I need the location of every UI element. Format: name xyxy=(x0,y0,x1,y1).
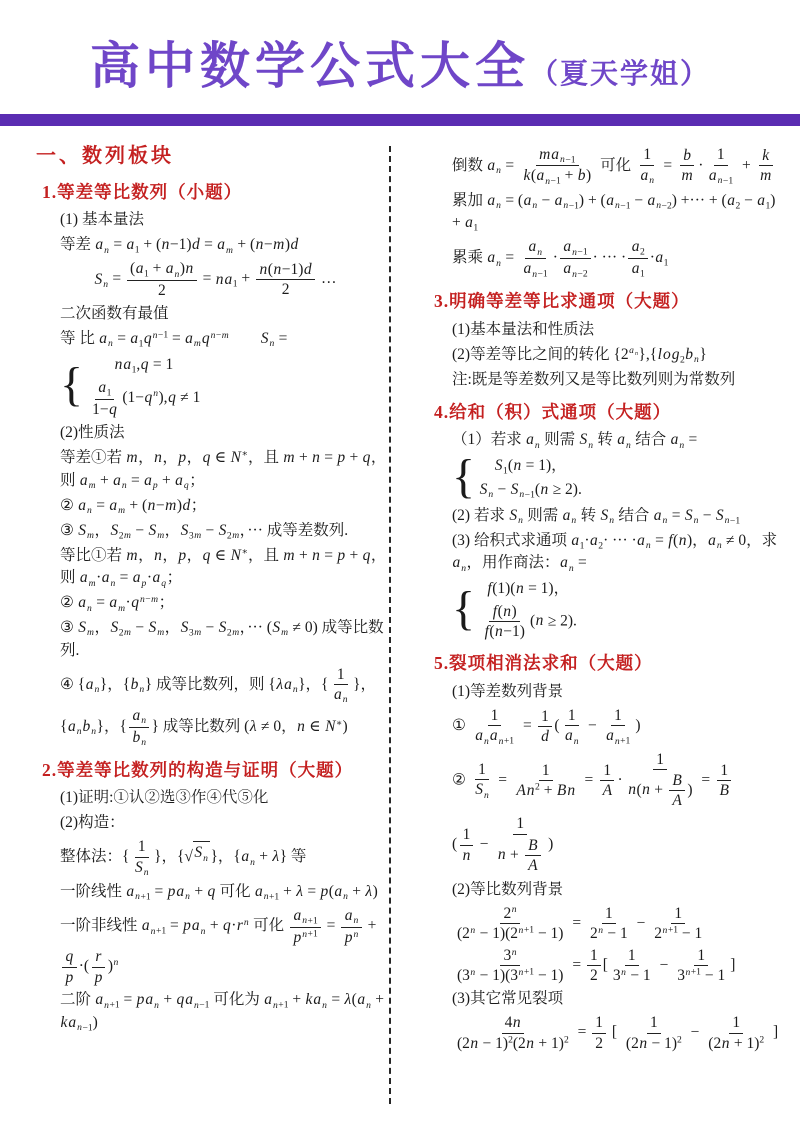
page-title xyxy=(0,0,800,98)
formula-line: ② $a_n = a_m\cdot q^{n-m}$； xyxy=(60,593,175,614)
page-title-subtitle: （夏天学姐） xyxy=(529,59,710,90)
formula-line: 倒数 $a_n$ = $ma_{n-1}$ $k(a_{n-1} + b)$ 可化 $\frac{1}{a_n}$ = $\frac{b}{m}$ · $\frac{1}{a_{n-1}}$ + $\frac{k}{m}$ xyxy=(452,145,772,187)
formula-line: ② $a_n = a_m + (n-m)d$； xyxy=(60,496,207,517)
formula-line: 累乘 $a_n$ = $\frac{a_n}{a_{n-1}}$ · $\frac{a_{n-1}}{a_{n-2}}$ · ··· · $\frac{a_2}{a_1}$ $\cdot a_1$ xyxy=(452,238,669,280)
formula-line: (2)等差等比之间的转化 $\{2^{a_n}\},\{\log_2b_n\}$ xyxy=(452,345,707,366)
formula-line: 等比①若 m，n，p，q ∈ N∗，且 m + n = p + q，则 $a_m\cdot a_n = a_p\cdot a_q$； xyxy=(60,546,387,589)
column-divider xyxy=(389,146,391,1104)
formula-line: (2)性质法 xyxy=(60,424,125,442)
page-title-text: 高中数学公式大全 xyxy=(89,38,530,94)
formula-line: 整体法：{ $\frac{1}{S_n}$ }，{ √ $S_n$ }，$\{a_n + \lambda\}$ 等 xyxy=(60,838,307,878)
formula-line: { f(1)(n = 1)， $\frac{f(n)}{f(n-1)}$ (n ≥ 2). xyxy=(452,580,577,641)
formula-line: 等差①若 m，n，p，q ∈ N∗，且 m + n = p + q，则 $a_m + a_n = a_p + a_q$； xyxy=(60,449,387,492)
formula-line: 二阶 $a_{n+1} = pa_n + qa_{n-1}$ 可化为 $a_{n+1} + ka_n = \lambda(a_n + ka_{n-1})$ xyxy=(60,991,384,1034)
right-column xyxy=(428,142,780,1055)
section-title: 一、数列板块 xyxy=(36,145,174,167)
formula-line: (3) 给积式求通项 $a_1\cdot a_2\cdot$ ··· $\cdot a_n = f(n)$，$a_n \ne 0$，求 $a_n$，用作商法：$a_n$ = xyxy=(452,531,778,574)
formula-line: (1)证明:①认②选③作④代⑤化 xyxy=(60,789,269,807)
formula-line: $S_n$ = $\frac{(a_1 + a_n)n}{2}$ = $na_1$ + $\frac{n(n-1)d}{2}$ … xyxy=(94,260,337,300)
formula-line: $\frac{4n}{(2n - 1)^2(2n + 1)^2}$ = $\frac{1}{2}$ [ $\frac{1}{(2n - 1)^2}$ − $\frac{1}{(2n + 1)^2}$ ] xyxy=(457,1014,779,1052)
formula-line: (2)等比数列背景 xyxy=(452,880,564,898)
topic-header: 5.裂项相消法求和（大题） xyxy=(434,653,653,674)
formula-line: ① 1 $a_na_{n+1}$ = $\frac{1}{d}$ ( $\frac{1}{a_n}$ − $\frac{1}{a_{n+1}}$ ) xyxy=(452,706,641,747)
formula-line: 等 比 $a_n = a_1q^{n-1} = a_mq^{n-m}$ $S_n$ = xyxy=(60,329,288,350)
formula-line: (2)构造： xyxy=(60,814,125,832)
formula-line: 一阶非线性 $a_{n+1} = pa_n + q\cdot r^n$ 可化 $\frac{a_{n+1}}{p^{n+1}}$ = $\frac{a_n}{p^n}$ + $\frac{q}{p}$ ·( $\frac{r}{p}$ )$^n$ xyxy=(60,906,377,986)
formula-line: (1)等差数列背景 xyxy=(452,682,564,700)
formula-line: (2) 若求 $S_n$ 则需 $a_n$ 转 $S_n$ 结合 $a_n = S_n - S_{n-1}$ xyxy=(452,506,741,527)
formula-line: (1) 基本量法 xyxy=(60,211,144,229)
formula-line: $\frac{3^n}{(3^n - 1)(3^{n+1} - 1)}$ = $\frac{1}{2}$ [ $\frac{1}{3^n - 1}$ − $\frac{1}{3^{n+1} - 1}$ ] xyxy=(457,946,736,985)
formula-line: ( $\frac{1}{n}$ − 1 n + $\frac{B}{A}$ ) xyxy=(452,815,554,874)
left-column xyxy=(36,142,388,1037)
topic-header: 4.给和（积）式通项（大题） xyxy=(434,402,672,423)
formula-line: ③ $S_m$，$S_{2m} - S_m$，$S_{3m} - S_{2m}$，··· 成等差数列. xyxy=(60,521,349,542)
topic-header: 3.明确等差等比求通项（大题） xyxy=(434,291,690,312)
formula-line: { $S_1(n = 1)$， $S_n - S_{n-1}(n \ge 2)$. xyxy=(452,450,582,504)
formula-line: $\frac{2^n}{(2^n - 1)(2^{n+1} - 1)}$ = $\frac{1}{2^n - 1}$ − $\frac{1}{2^{n+1} - 1}$ xyxy=(457,904,703,943)
topic-header: 1.等差等比数列（小题） xyxy=(42,182,243,202)
formula-line: 累加 $a_n = (a_n - a_{n-1}) + (a_{n-1} - a_{n-2})$ +··· + $(a_2 - a_1) + a_1$ xyxy=(452,191,776,234)
formula-line: （1）若求 $a_n$ 则需 $S_n$ 转 $a_n$ 结合 $a_n$ = xyxy=(452,431,698,451)
formula-line: (1)基本量法和性质法 xyxy=(452,320,595,338)
formula-line: 二次函数有最值 xyxy=(60,305,169,323)
formula-line: (3)其它常见裂项 xyxy=(452,990,564,1008)
formula-line: 一阶线性 $a_{n+1} = pa_n + q$ 可化 $a_{n+1} + \lambda = p(a_n + \lambda)$ xyxy=(60,882,378,903)
title-accent-bar xyxy=(0,114,800,126)
formula-line: ④ $\{a_n\}$，$\{b_n\}$ 成等比数列，则 $\{\lambda a_n\}$，{ $\frac{1}{a_n}$ }，$\{a_nb_n\}$，{ $\frac{a_n}{b_n}$ } 成等比数列 (λ ≠ 0，n ∈ N∗) xyxy=(60,665,376,749)
content-area xyxy=(0,126,800,1055)
topic-header: 2.等差等比数列的构造与证明（大题） xyxy=(42,759,354,780)
formula-line: 注:既是等差数列又是等比数列则为常数列 xyxy=(452,370,736,388)
formula-line: ③ $S_m$，$S_{2m} - S_m$，$S_{3m} - S_{2m}$，··· $(S_m \ne 0)$ 成等比数列. xyxy=(60,619,384,659)
formula-line: { $na_1,q = 1$ $\frac{a_1}{1-q}$ $(1-q^n),q \ne 1$ xyxy=(60,356,201,418)
formula-line: ② $\frac{1}{S_n}$ = $\frac{1}{An^2 + Bn}$ = $\frac{1}{A}$ · 1 n(n + $\frac{B}{A}$ ) = $\frac{1}{B}$ xyxy=(452,750,780,812)
formula-line: 等差 $a_n = a_1 + (n-1)d = a_m + (n-m)d$ xyxy=(60,236,299,256)
